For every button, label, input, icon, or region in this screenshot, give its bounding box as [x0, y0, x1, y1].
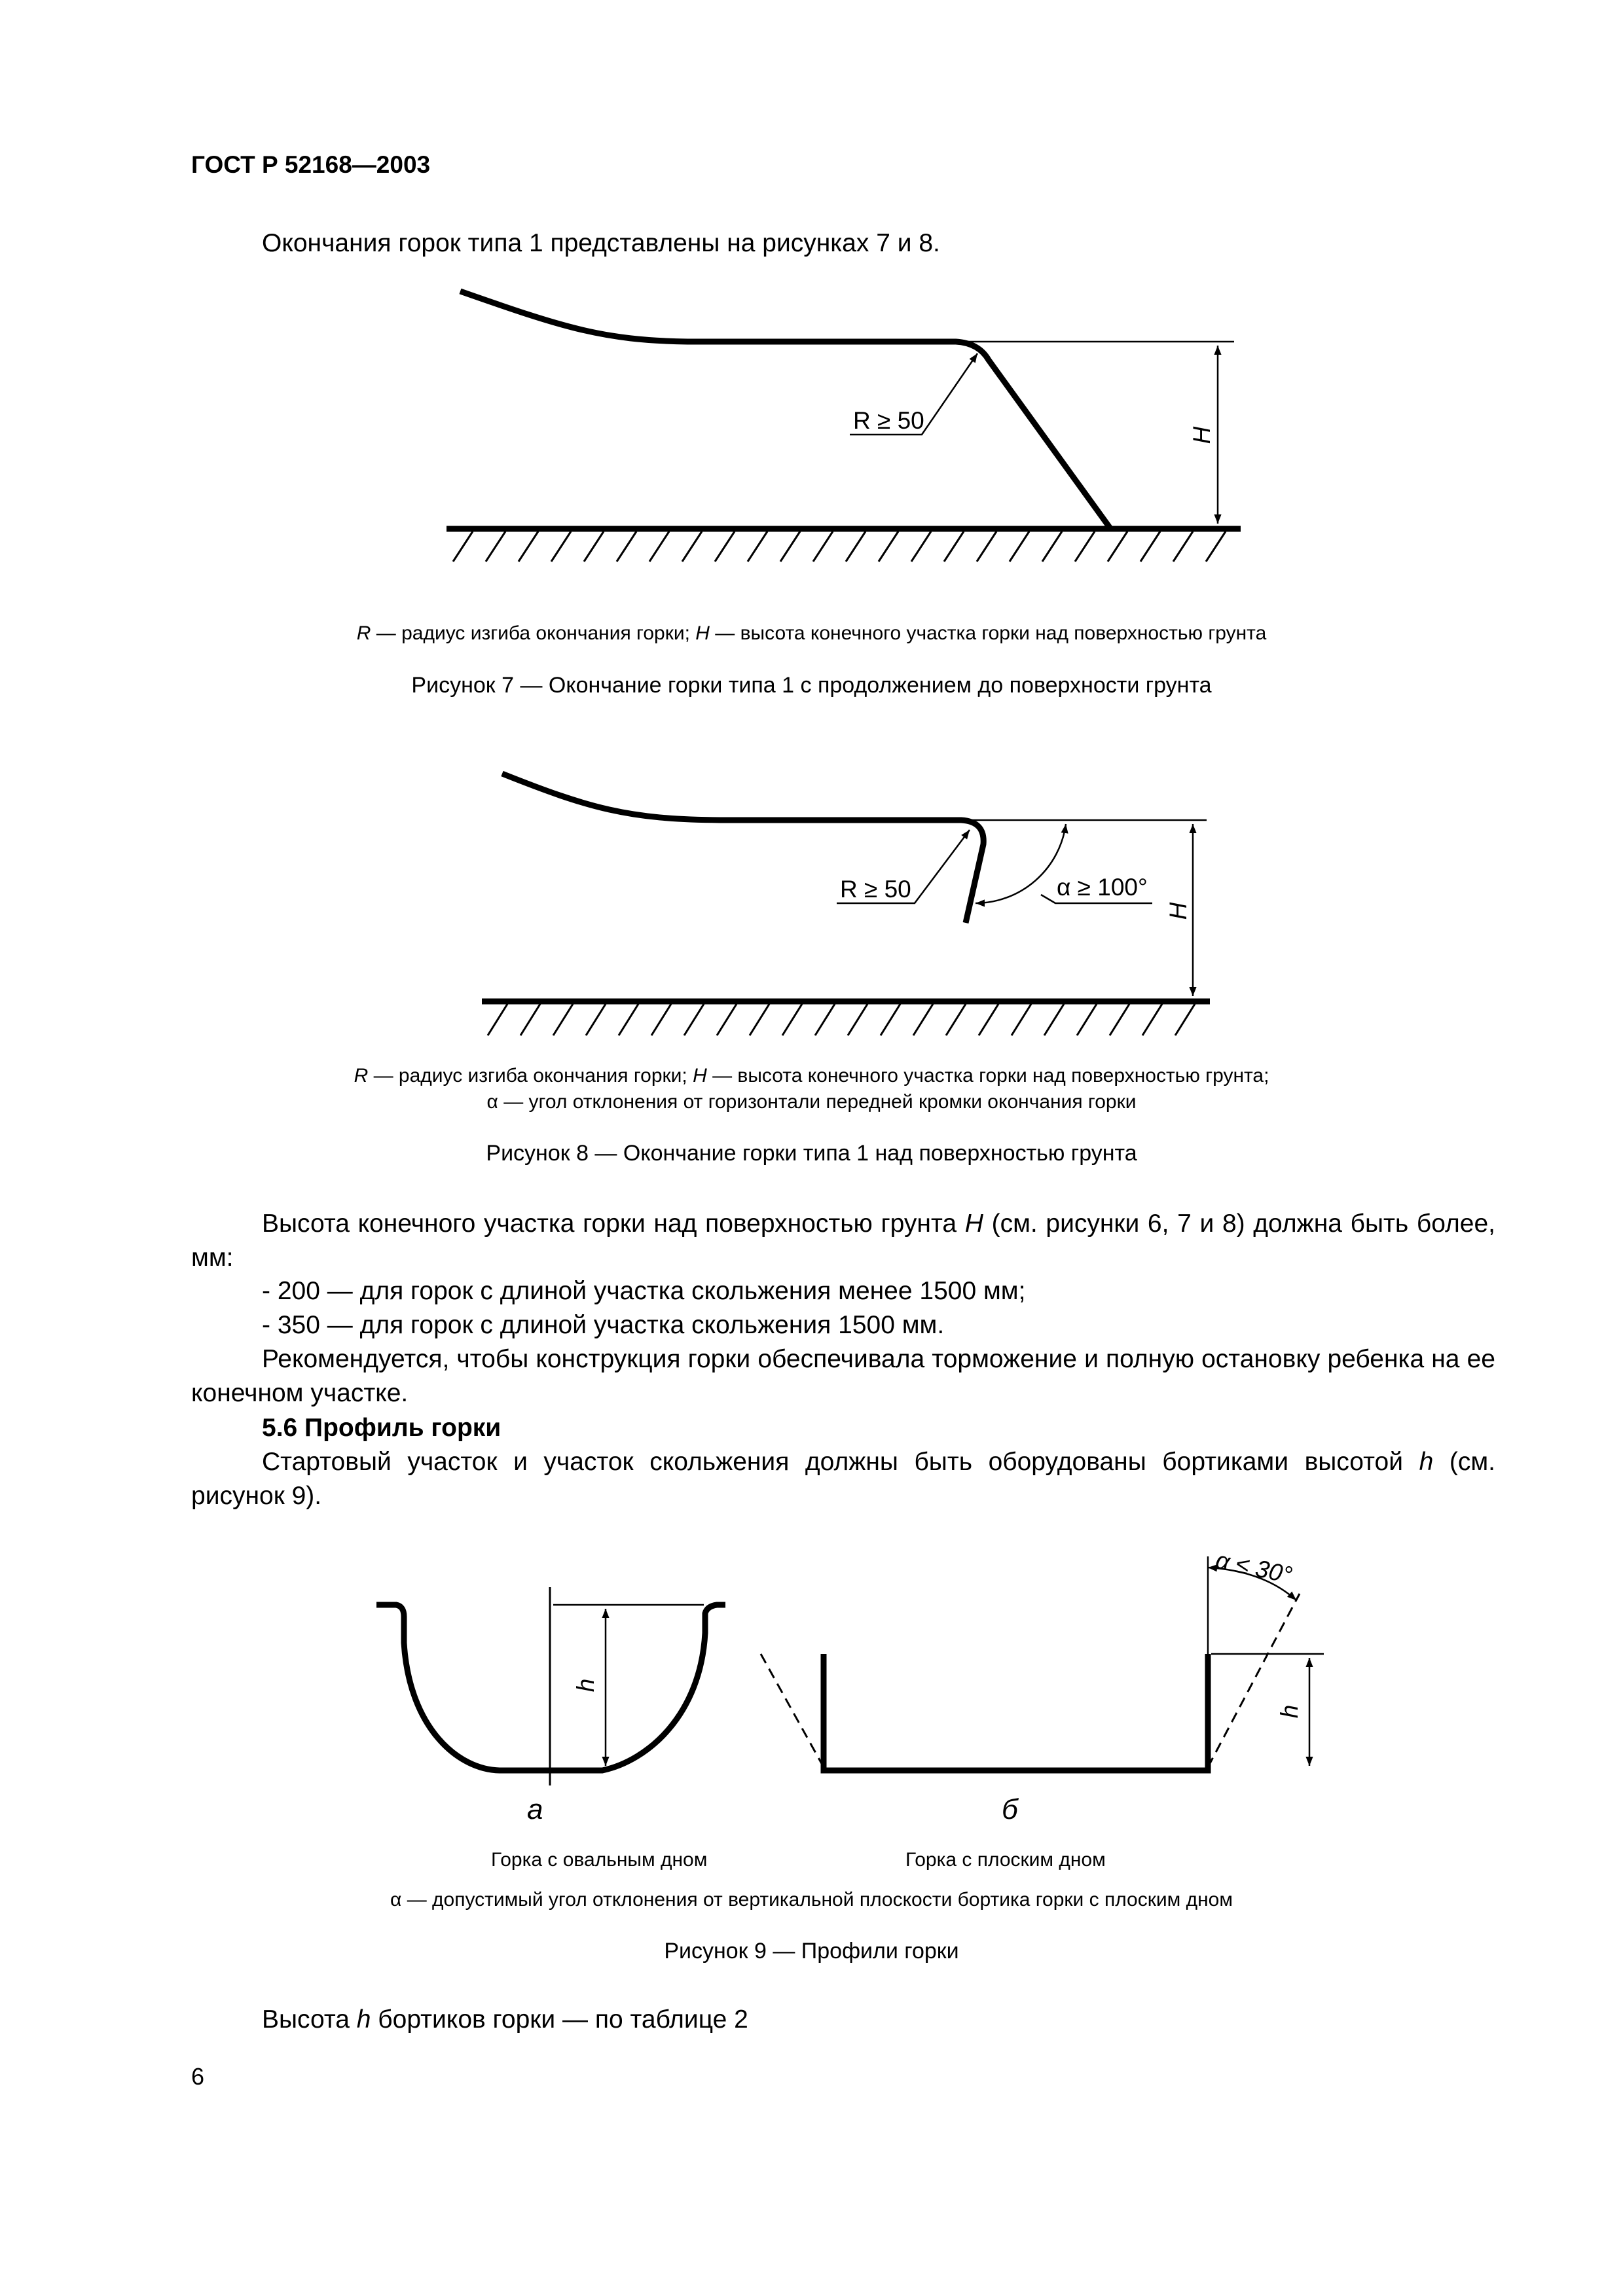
figure-8-legend-line2: α — угол отклонения от горизонтали передней кромки окончания горки — [486, 1091, 1137, 1113]
h-label: h — [1276, 1704, 1303, 1719]
subfigure-a-caption: Горка с овальным дном — [491, 1849, 708, 1871]
figure-9-legend: α — допустимый угол отклонения от вертикальной плоскости бортика горки с плоским дном — [390, 1889, 1233, 1910]
figure-9b-drawing — [761, 1547, 1324, 1770]
subfigure-b-caption: Горка с плоским дном — [905, 1849, 1106, 1871]
slide-profile — [502, 774, 983, 923]
flat-profile — [824, 1654, 1208, 1770]
figure-9-caption: Рисунок 9 — Профили горки — [664, 1939, 959, 1964]
list-item: - 200 — для горок с длиной участка скольжения менее 1500 мм; — [262, 1277, 1026, 1305]
paragraph-height: Высота конечного участка горки над поверхностью грунта H (см. рисунки 6, 7 и 8) должна быть более, мм: — [191, 1210, 1496, 1272]
closing-text: Высота h бортиков горки — по таблице 2 — [262, 2005, 748, 2034]
figure-8-drawing — [482, 774, 1210, 1035]
section-title: 5.6 Профиль горки — [262, 1414, 501, 1442]
h-label: h — [572, 1678, 599, 1693]
angle-arc — [976, 824, 1066, 903]
right-deviation-dashed — [1208, 1594, 1300, 1767]
list-item: - 350 — для горок с длиной участка скольжения 1500 мм. — [262, 1311, 945, 1339]
paragraph-profile: Стартовый участок и участок скольжения должны быть оборудованы бортиками высотой h (см. рисунок 9). — [191, 1448, 1496, 1510]
page-number: 6 — [191, 2063, 205, 2090]
angle-label: α ≤ 30° — [1213, 1546, 1295, 1589]
left-deviation-dashed — [761, 1654, 824, 1767]
subfigure-b-letter: б — [1002, 1793, 1018, 1825]
figure-7-caption: Рисунок 7 — Окончание горки типа 1 с продолжением до поверхности грунта — [411, 673, 1212, 698]
figure-7-drawing — [447, 291, 1241, 562]
subfigure-a-letter: а — [527, 1793, 543, 1825]
figure-8-legend-line1: R — радиус изгиба окончания горки; H — высота конечного участка горки над поверхностью грунта; — [354, 1065, 1269, 1086]
figure-8-caption: Рисунок 8 — Окончание горки типа 1 над поверхностью грунта — [486, 1141, 1137, 1166]
figure-7-legend: R — радиус изгиба окончания горки; H — высота конечного участка горки над поверхностью грунта — [356, 622, 1267, 644]
radius-label: R ≥ 50 — [840, 876, 911, 903]
ground-hatching — [488, 1004, 1195, 1035]
height-label: H — [1165, 902, 1192, 920]
height-label: H — [1188, 426, 1215, 444]
document-code: ГОСТ Р 52168—2003 — [191, 151, 431, 178]
paragraph-recommendation: Рекомендуется, чтобы конструкция горки обеспечивала торможение и полную остановку ребенка на ее конечном участке. — [191, 1345, 1495, 1407]
intro-text: Окончания горок типа 1 представлены на рисунках 7 и 8. — [262, 229, 940, 257]
radius-label: R ≥ 50 — [853, 407, 924, 434]
ground-hatching — [453, 531, 1226, 562]
angle-label: α ≥ 100° — [1057, 874, 1148, 901]
slide-profile — [460, 291, 1110, 528]
figure-9a-drawing — [376, 1587, 725, 1785]
